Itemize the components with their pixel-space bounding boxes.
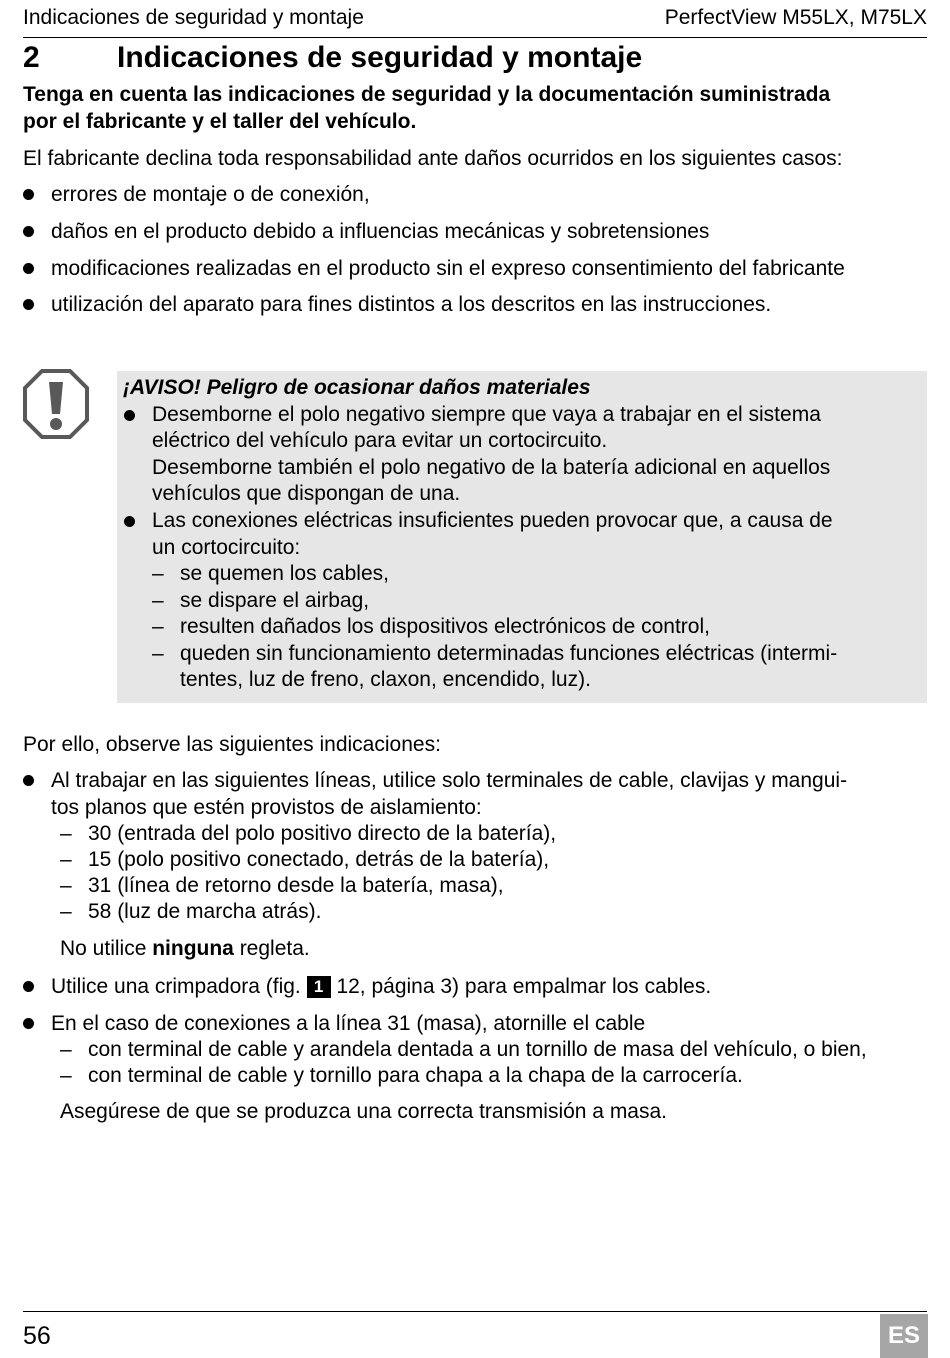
warning-dash-item: – bbox=[152, 562, 164, 585]
intro-bold-line-1: Tenga en cuenta las indicaciones de seguridad y la documentación suministrada bbox=[23, 83, 831, 106]
bullet-icon bbox=[124, 410, 135, 421]
warning-dash-item: – bbox=[152, 615, 164, 638]
bullet-icon bbox=[23, 263, 34, 274]
figure-number-badge: 1 bbox=[307, 976, 331, 998]
item-a-line-1: Al trabajar en las siguientes líneas, utilice solo terminales de cable, clavijas y mangui- bbox=[51, 769, 848, 792]
dash-marker: – bbox=[60, 874, 72, 897]
running-header-product: PerfectView M55LX, M75LX bbox=[664, 6, 927, 29]
warning-dash-text: se quemen los cables, bbox=[180, 562, 389, 585]
bullet-icon bbox=[124, 516, 135, 527]
bullet-icon bbox=[23, 775, 34, 786]
dash-marker: – bbox=[60, 822, 72, 845]
bullet-icon bbox=[23, 299, 34, 310]
footer-rule bbox=[23, 1311, 927, 1312]
observe-intro: Por ello, observe las siguientes indicaciones: bbox=[23, 733, 441, 756]
page-number: 56 bbox=[23, 1322, 51, 1350]
warning-box bbox=[117, 371, 927, 703]
item-c-note: Asegúrese de que se produzca una correcta transmisión a masa. bbox=[60, 1100, 668, 1123]
bullet-icon bbox=[23, 981, 34, 992]
item-a-line-2: tos planos que estén provistos de aislamiento: bbox=[51, 796, 482, 819]
warning-item-2-line-2: un cortocircuito: bbox=[152, 536, 301, 559]
section-number: 2 bbox=[23, 41, 40, 74]
item-a-dash-text: 58 (luz de marcha atrás). bbox=[88, 900, 322, 923]
dash-marker: – bbox=[60, 900, 72, 923]
dash-marker: – bbox=[60, 1064, 72, 1087]
warning-item-1-line-4: vehículos que dispongan de una. bbox=[152, 482, 461, 505]
warning-dash-continuation: tentes, luz de freno, claxon, encendido, luz). bbox=[180, 668, 591, 691]
warning-dash-text: resulten dañados los dispositivos electrónicos de control, bbox=[180, 615, 710, 638]
liability-intro: El fabricante declina toda responsabilidad ante daños ocurridos en los siguientes casos: bbox=[23, 147, 843, 170]
warning-dash-text: queden sin funcionamiento determinadas funciones eléctricas (intermi- bbox=[180, 642, 838, 665]
intro-bold-line-2: por el fabricante y el taller del vehículo. bbox=[23, 110, 417, 133]
warning-item-1-line-2: eléctrico del vehículo para evitar un cortocircuito. bbox=[152, 429, 608, 452]
warning-dash-text: se dispare el airbag, bbox=[180, 589, 370, 612]
item-b-text: Utilice una crimpadora (fig. 1 12, página 3) para empalmar los cables. bbox=[51, 975, 712, 998]
warning-dash-item: – bbox=[152, 589, 164, 612]
running-header-section: Indicaciones de seguridad y montaje bbox=[23, 6, 364, 29]
header-rule bbox=[23, 37, 927, 38]
item-c-dash-text: con terminal de cable y arandela dentada a un tornillo de masa del vehículo, o bien, bbox=[88, 1038, 867, 1061]
language-badge: ES bbox=[880, 1314, 928, 1358]
item-a-dash-text: 31 (línea de retorno desde la batería, masa), bbox=[88, 874, 504, 897]
warning-dash-item: – bbox=[152, 642, 164, 665]
bullet-icon bbox=[23, 189, 34, 200]
warning-item-1-line-3: Desemborne también el polo negativo de la batería adicional en aquellos bbox=[152, 456, 831, 479]
bullet-icon bbox=[23, 226, 34, 237]
item-a-note: No utilice ninguna regleta. bbox=[60, 937, 310, 960]
exclamation-octagon-icon bbox=[22, 368, 90, 440]
section-title: Indicaciones de seguridad y montaje bbox=[117, 41, 643, 74]
warning-title: ¡AVISO! Peligro de ocasionar daños materiales bbox=[123, 376, 591, 399]
dash-marker: – bbox=[60, 848, 72, 871]
item-c-line-1: En el caso de conexiones a la línea 31 (masa), atornille el cable bbox=[51, 1012, 646, 1035]
item-a-dash-text: 15 (polo positivo conectado, detrás de la batería), bbox=[88, 848, 550, 871]
item-c-dash-text: con terminal de cable y tornillo para chapa a la chapa de la carrocería. bbox=[88, 1064, 743, 1087]
dash-marker: – bbox=[60, 1038, 72, 1061]
item-a-dash-text: 30 (entrada del polo positivo directo de la batería), bbox=[88, 822, 557, 845]
emphasis-ninguna: ninguna bbox=[152, 937, 234, 960]
bullet-icon bbox=[23, 1018, 34, 1029]
warning-item-1-line-1: Desemborne el polo negativo siempre que vaya a trabajar en el sistema bbox=[152, 403, 821, 426]
warning-item-2-line-1: Las conexiones eléctricas insuficientes pueden provocar que, a causa de bbox=[152, 509, 833, 532]
